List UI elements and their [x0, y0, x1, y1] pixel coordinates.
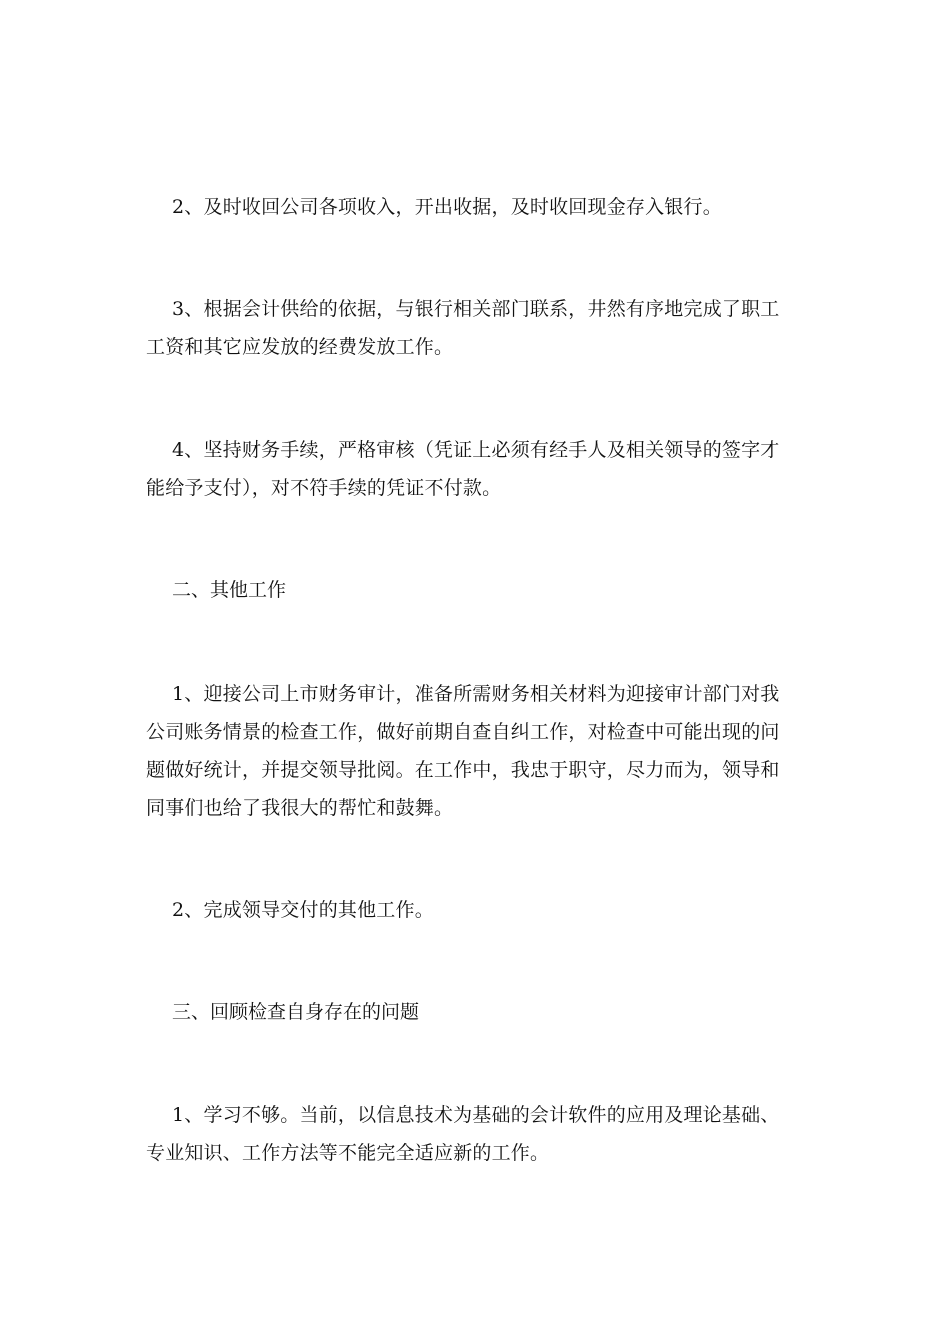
paragraph-other-tasks: 2、完成领导交付的其他工作。	[172, 899, 434, 921]
paragraph-audit-preparation: 1、迎接公司上市财务审计，准备所需财务相关材料为迎接审计部门对我公司账务情景的检查工作，做好前期自查自纠工作，对检查中可能出现的问题做好统计，并提交领导批阅。在工作中，我忠于职守，尽力而为，领导和同事们也给了我很大的帮忙和鼓舞。	[146, 683, 780, 819]
paragraph-collect-income: 2、及时收回公司各项收入，开出收据，及时收回现金存入银行。	[172, 196, 722, 218]
paragraph-financial-procedures: 4、坚持财务手续，严格审核（凭证上必须有经手人及相关领导的签字才能给予支付），对不符手续的凭证不付款。	[146, 439, 780, 499]
section-heading-self-review: 三、回顾检查自身存在的问题	[172, 1001, 420, 1023]
section-heading-other-work: 二、其他工作	[172, 579, 287, 601]
paragraph-insufficient-study: 1、学习不够。当前，以信息技术为基础的会计软件的应用及理论基础、专业知识、工作方法等不能完全适应新的工作。	[146, 1104, 780, 1164]
paragraph-salary-payment: 3、根据会计供给的依据，与银行相关部门联系，井然有序地完成了职工工资和其它应发放的经费发放工作。	[146, 298, 780, 358]
